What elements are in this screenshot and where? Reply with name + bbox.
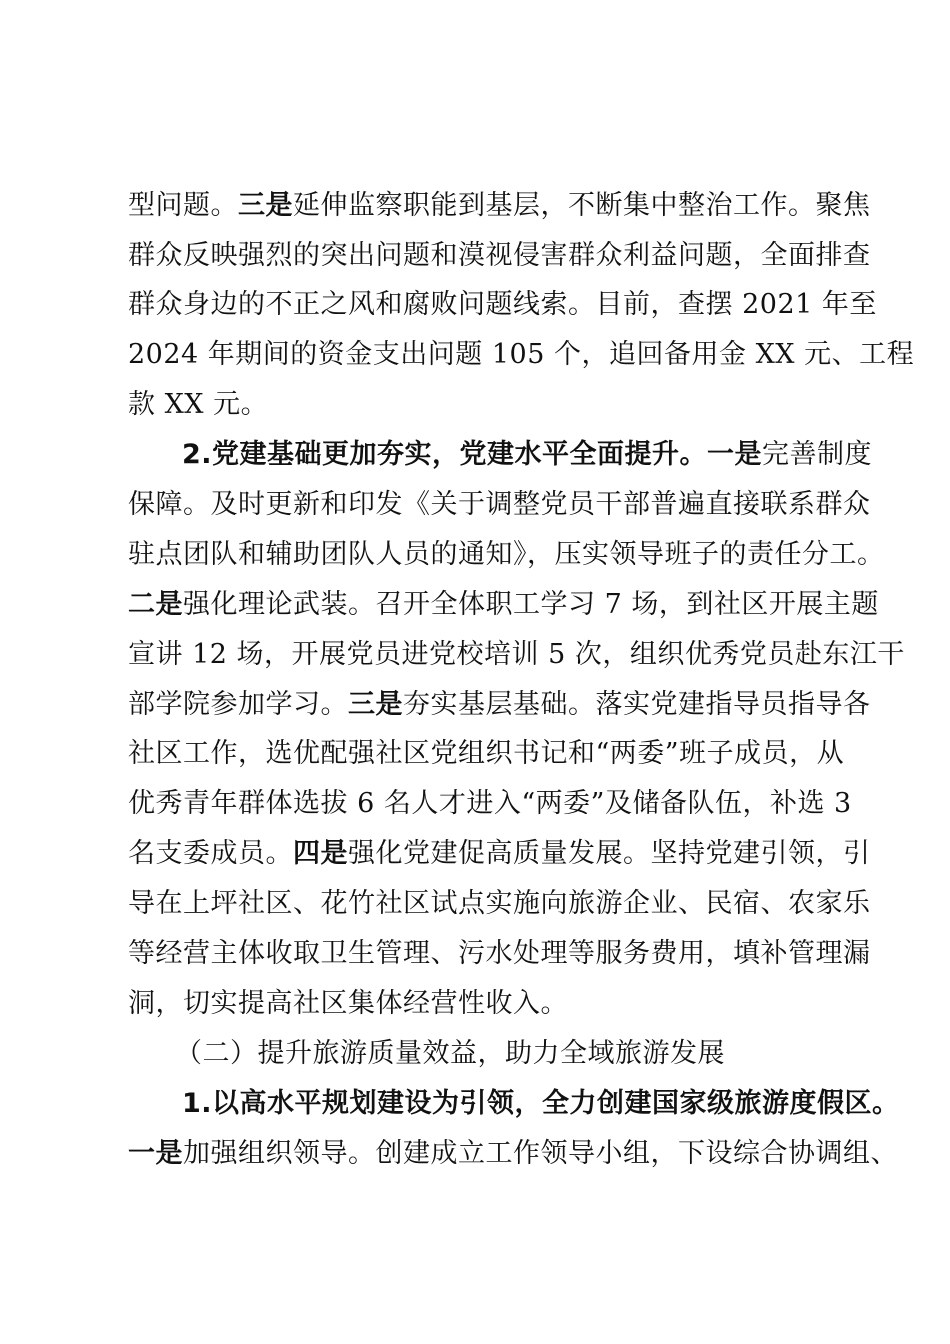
text-line: 群众反映强烈的突出问题和漠视侵害群众利益问题，全面排查 bbox=[128, 240, 871, 271]
text-line: 社区工作，选优配强社区党组织书记和“两委”班子成员，从 bbox=[128, 738, 845, 769]
text-line: 2024 年期间的资金支出问题 105 个，追回备用金 XX 元、工程 bbox=[128, 339, 915, 370]
subsection-heading: 1.以高水平规划建设为引领，全力创建国家级旅游度假区。 bbox=[182, 1088, 900, 1119]
bold-span: 2.党建基础更加夯实，党建水平全面提升。 bbox=[182, 439, 708, 470]
text-line: 群众身边的不正之风和腐败问题线索。目前，查摆 2021 年至 bbox=[128, 289, 877, 320]
text-line: 等经营主体收取卫生管理、污水处理等服务费用，填补管理漏 bbox=[128, 938, 871, 969]
text-span: 部学院参加学习。 bbox=[128, 689, 348, 720]
text-line bbox=[128, 1137, 898, 1171]
text-line: 优秀青年群体选拔 6 名人才进入“两委”及储备队伍，补选 3 bbox=[128, 788, 852, 819]
text-line bbox=[128, 588, 879, 622]
bold-span: 一是 bbox=[707, 439, 763, 470]
text-line bbox=[128, 837, 871, 871]
text-span: 型问题。 bbox=[128, 190, 238, 221]
section-heading: （二）提升旅游质量效益，助力全域旅游发展 bbox=[175, 1038, 725, 1069]
text-line: 保障。及时更新和印发《关于调整党员干部普遍直接联系群众 bbox=[128, 489, 871, 520]
text-span: 延伸监察职能到基层，不断集中整治工作。聚焦 bbox=[293, 190, 871, 221]
text-span: 夯实基层基础。落实党建指导员指导各 bbox=[403, 689, 871, 720]
bold-span: 三是 bbox=[348, 689, 403, 720]
text-span: 强化理论武装。召开全体职工学习 7 场，到社区开展主题 bbox=[183, 589, 879, 620]
text-line: 导在上坪社区、花竹社区试点实施向旅游企业、民宿、农家乐 bbox=[128, 888, 871, 919]
text-line: 驻点团队和辅助团队人员的通知》，压实领导班子的责任分工。 bbox=[128, 539, 885, 570]
bold-span: 三是 bbox=[238, 190, 293, 221]
text-span: 名支委成员。 bbox=[128, 838, 293, 869]
bold-span: 四是 bbox=[293, 838, 348, 869]
text-span: 加强组织领导。创建成立工作领导小组，下设综合协调组、 bbox=[183, 1138, 898, 1169]
bold-span: 二是 bbox=[128, 589, 183, 620]
text-line bbox=[128, 688, 871, 722]
text-span: 强化党建促高质量发展。坚持党建引领，引 bbox=[348, 838, 871, 869]
text-line bbox=[128, 189, 871, 223]
text-span: 完善制度 bbox=[762, 439, 873, 470]
text-line: 款 XX 元。 bbox=[128, 389, 269, 420]
text-line bbox=[182, 438, 873, 472]
text-line: 宣讲 12 场，开展党员进党校培训 5 次，组织优秀党员赴东江干 bbox=[128, 639, 905, 670]
bold-span: 一是 bbox=[128, 1138, 183, 1169]
text-line: 洞，切实提高社区集体经营性收入。 bbox=[128, 988, 568, 1019]
